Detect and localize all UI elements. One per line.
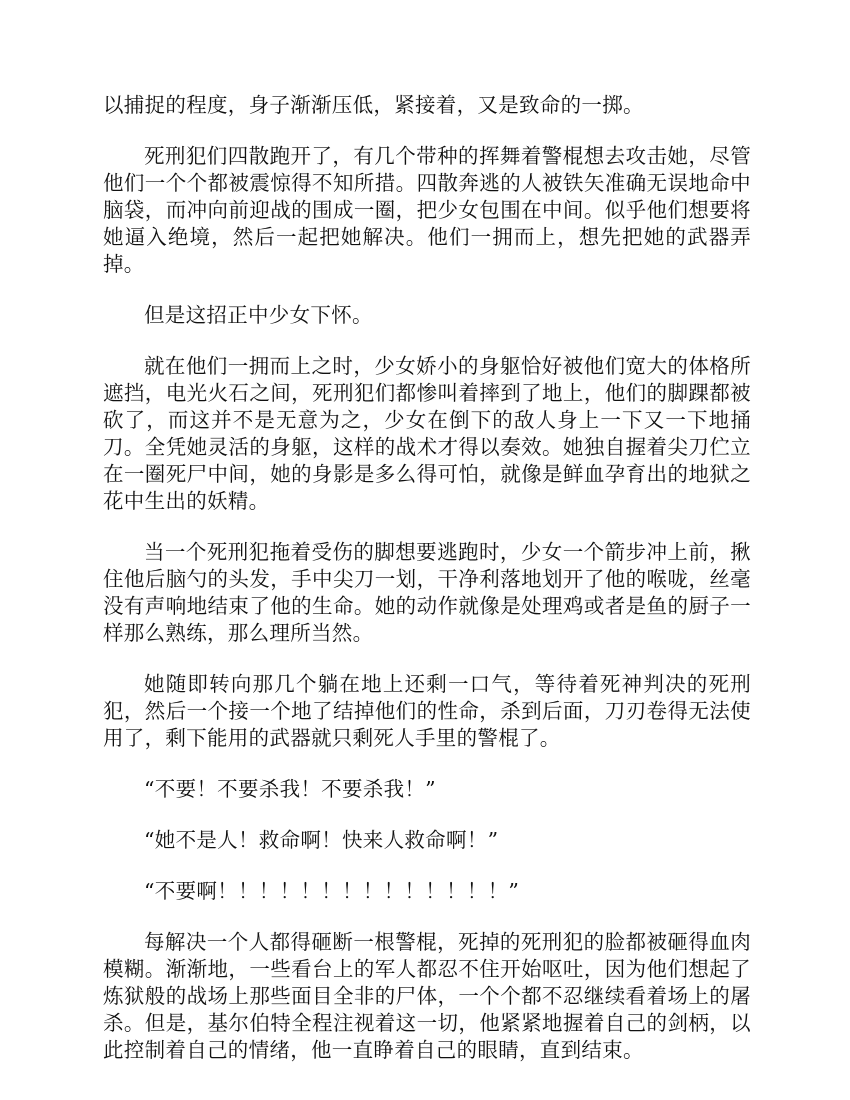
paragraph-finishing: 她随即转向那几个躺在地上还剩一口气，等待着死神判决的死刑犯，然后一个接一个地了结掉他们的性命，杀到后面，刀刃卷得无法使用了，剩下能用的武器就只剩死人手里的警棍了。 [103,672,751,750]
paragraph-ankles: 就在他们一拥而上之时，少女娇小的身躯恰好被他们宽大的体格所遮挡，电光火石之间，死刑犯们都惨叫着摔到了地上，他们的脚踝都被砍了，而这并不是无意为之，少女在倒下的敌人身上一下又一下地捅刀。全凭她灵活的身躯，这样的战术才得以奏效。她独自握着尖刀伫立在一圈死尸中间，她的身影是多么得可怕，就像是鲜血孕育出的地狱之花中生出的妖精。 [103,354,751,513]
paragraph-gilbert: 每解决一个人都得砸断一根警棍，死掉的死刑犯的脸都被砸得血肉模糊。渐渐地，一些看台上的军人都忍不住开始呕吐，因为他们想起了炼狱般的战场上那些面目全非的尸体，一个个都不忍继续看着场上的屠杀。但是，基尔伯特全程注视着这一切，他紧紧地握着自己的剑柄，以此控制着自己的情绪，他一直睁着自己的眼睛，直到结束。 [103,930,751,1062]
paragraph-throat: 当一个死刑犯拖着受伤的脚想要逃跑时，少女一个箭步冲上前，揪住他后脑勺的头发，手中尖刀一划，干净利落地划开了他的喉咙，丝毫没有声响地结束了他的生命。她的动作就像是处理鸡或者是鱼的厨子一样那么熟练，那么理所当然。 [103,540,751,645]
paragraph-convicts-scatter: 死刑犯们四散跑开了，有几个带种的挥舞着警棍想去攻击她，尽管他们一个个都被震惊得不知所措。四散奔逃的人被铁矢准确无误地命中脑袋，而冲向前迎战的围成一圈，把少女包围在中间。似乎他们想要将她逼入绝境，然后一起把她解决。他们一拥而上，想先把她的武器弄掉。 [103,144,751,276]
document-page [103,92,751,1088]
paragraph-continuation: 以捕捉的程度，身子渐渐压低，紧接着，又是致命的一掷。 [103,93,644,117]
paragraph-trap: 但是这招正中少女下怀。 [144,303,373,327]
dialogue-line-1: “不要！不要杀我！不要杀我！” [144,777,436,801]
dialogue-line-3: “不要啊！！！！！！！！！！！！！！” [144,879,520,903]
dialogue-line-2: “她不是人！救命啊！快来人救命啊！” [144,828,499,852]
